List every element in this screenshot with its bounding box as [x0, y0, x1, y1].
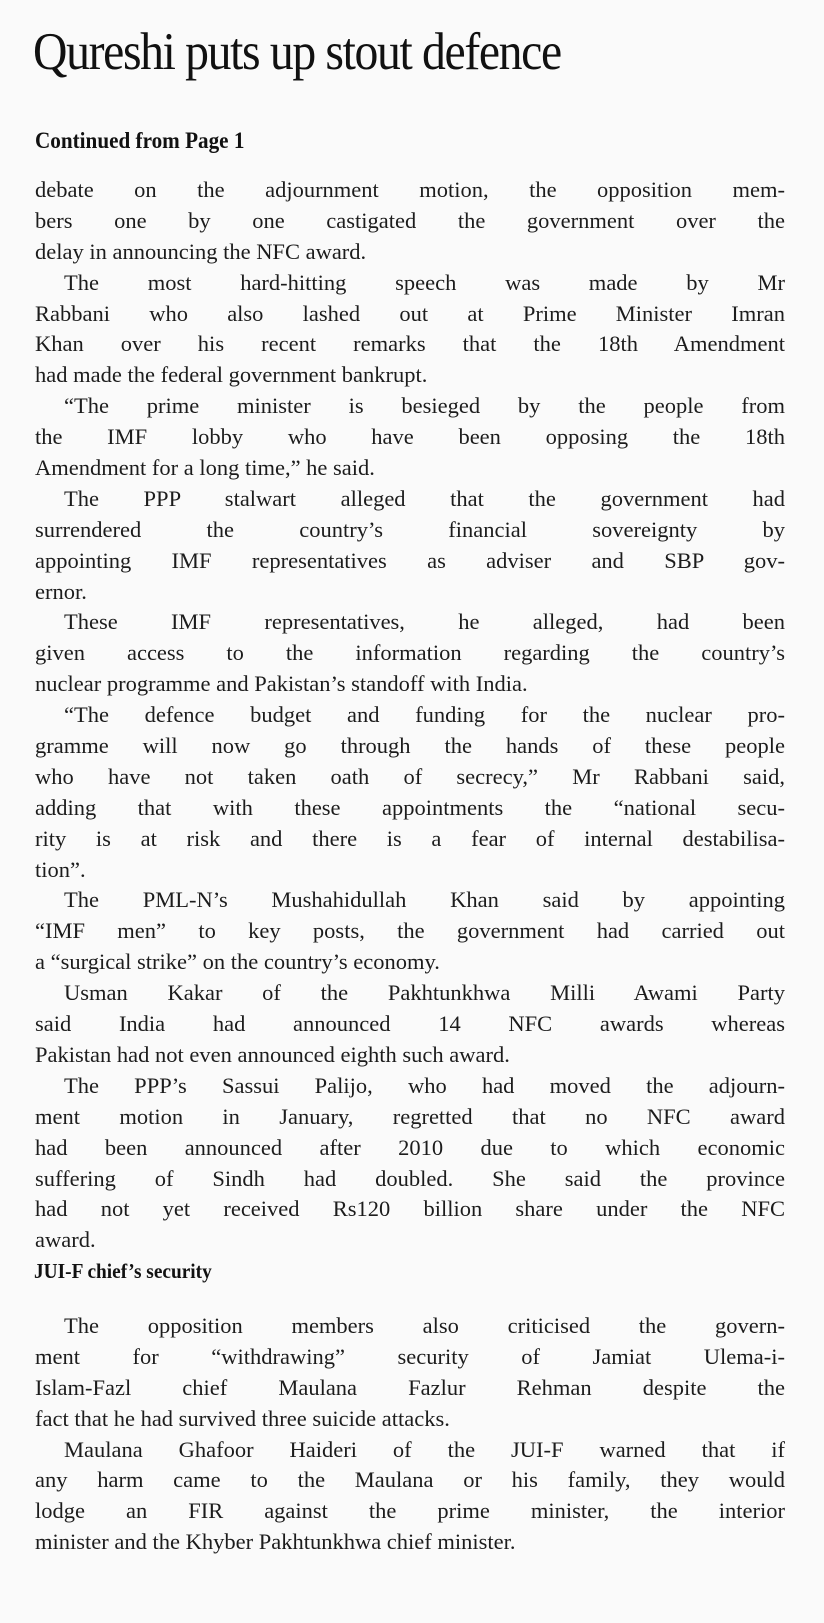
text-line: gramme will now go through the hands of these people — [35, 733, 785, 759]
text-line: “The defence budget and funding for the nuclear pro- — [64, 702, 785, 728]
text-line: debate on the adjournment motion, the opposition mem- — [35, 177, 785, 202]
text-line: appointing IMF representatives as adviser and SBP gov- — [35, 547, 785, 573]
text-line: Maulana Ghafoor Haideri of the JUI-F warned that if — [64, 1436, 785, 1462]
text-line: Amendment for a long time,” he said. — [35, 455, 375, 481]
subheading: JUI-F chief’s security — [34, 1259, 212, 1283]
text-line: given access to the information regarding the country’s — [35, 640, 785, 666]
text-line: a “surgical strike” on the country’s economy. — [35, 949, 440, 975]
text-line: ment for “withdrawing” security of Jamiat Ulema-i- — [35, 1343, 785, 1369]
text-line: Rabbani who also lashed out at Prime Minister Imran — [35, 300, 785, 326]
text-line: adding that with these appointments the “national secu- — [35, 794, 785, 820]
text-line: the IMF lobby who have been opposing the 18th — [35, 424, 785, 450]
text-line: had made the federal government bankrupt. — [35, 362, 428, 388]
text-line: suffering of Sindh had doubled. She said the province — [35, 1165, 785, 1191]
text-line: The PPP stalwart alleged that the government had — [64, 485, 785, 511]
text-line: The PML-N’s Mushahidullah Khan said by appointing — [64, 887, 785, 913]
text-line: Islam-Fazl chief Maulana Fazlur Rehman despite the — [35, 1374, 785, 1400]
text-line: had been announced after 2010 due to which economic — [35, 1134, 785, 1160]
text-line: delay in announcing the NFC award. — [35, 238, 367, 264]
headline: Qureshi puts up stout defence — [33, 23, 561, 81]
text-line: ernor. — [35, 578, 87, 604]
text-line: bers one by one castigated the government over the — [35, 207, 785, 233]
text-line: surrendered the country’s financial sovereignty by — [35, 516, 785, 542]
text-line: lodge an FIR against the prime minister, the interior — [35, 1498, 785, 1524]
text-line: Khan over his recent remarks that the 18th Amendment — [35, 331, 785, 357]
text-line: These IMF representatives, he alleged, had been — [64, 609, 785, 635]
text-line: Pakistan had not even announced eighth such award. — [35, 1041, 510, 1067]
text-line: “The prime minister is besieged by the people from — [64, 393, 785, 419]
text-line: who have not taken oath of secrecy,” Mr Rabbani said, — [35, 763, 785, 789]
text-line: minister and the Khyber Pakhtunkhwa chief minister. — [35, 1529, 516, 1555]
text-line: rity is at risk and there is a fear of internal destabilisa- — [35, 825, 785, 851]
text-line: The opposition members also criticised the govern- — [64, 1313, 785, 1338]
text-line: said India had announced 14 NFC awards whereas — [35, 1011, 785, 1037]
text-line: Usman Kakar of the Pakhtunkhwa Milli Awami Party — [64, 980, 785, 1006]
text-line: tion”. — [35, 856, 86, 882]
continued-from-label: Continued from Page 1 — [35, 128, 245, 153]
text-line: award. — [35, 1227, 96, 1253]
text-line: nuclear programme and Pakistan’s standoff with India. — [35, 671, 528, 697]
text-line: ment motion in January, regretted that no NFC award — [35, 1103, 785, 1129]
text-line: had not yet received Rs120 billion share under the NFC — [35, 1196, 785, 1222]
text-line: The PPP’s Sassui Palijo, who had moved the adjourn- — [64, 1072, 785, 1098]
text-line: fact that he had survived three suicide attacks. — [35, 1405, 450, 1431]
article-body-section-1 — [35, 175, 785, 1256]
text-line: “IMF men” to key posts, the government had carried out — [35, 918, 785, 944]
text-line: The most hard-hitting speech was made by Mr — [64, 269, 785, 295]
text-line: any harm came to the Maulana or his family, they would — [35, 1467, 785, 1493]
article-body-section-2 — [35, 1311, 785, 1558]
